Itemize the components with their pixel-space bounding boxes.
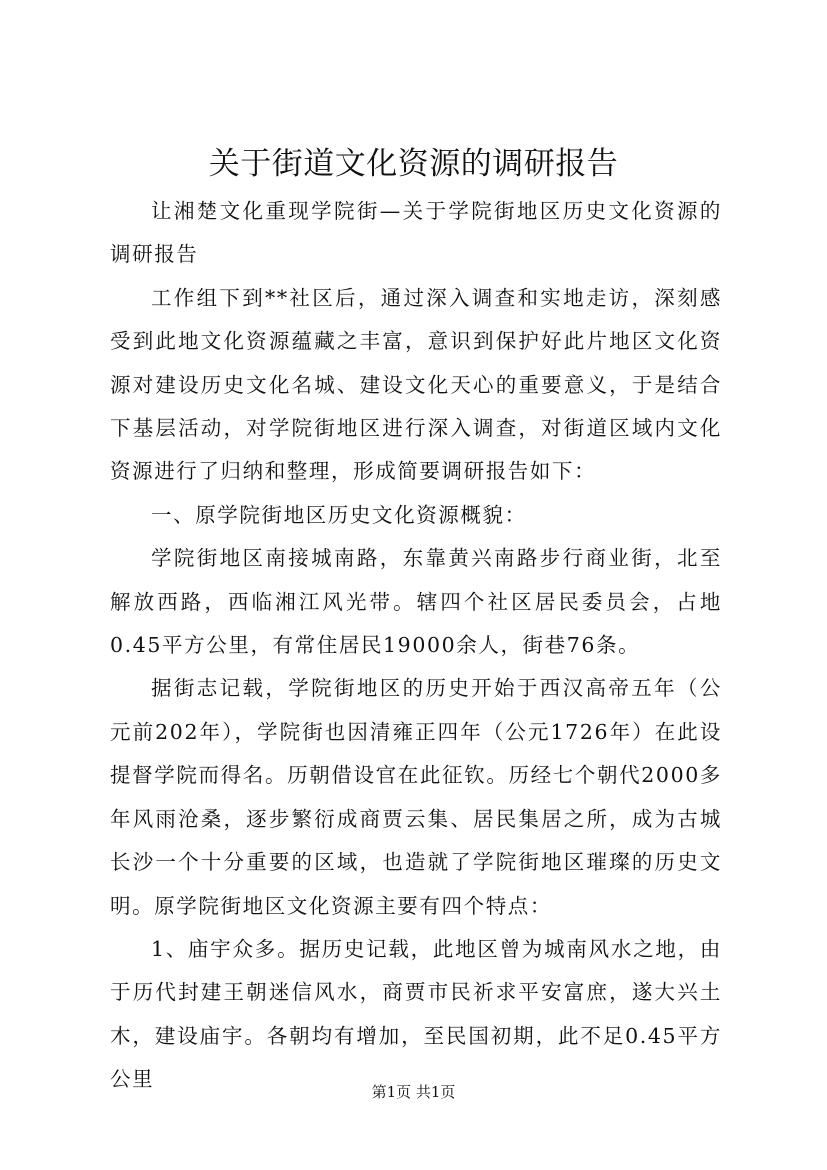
body-paragraph: 让湘楚文化重现学院街—关于学院街地区历史文化资源的调研报告	[110, 199, 722, 267]
document-title: 关于街道文化资源的调研报告	[208, 146, 619, 182]
document-body	[110, 190, 722, 1102]
body-paragraph: 学院街地区南接城南路，东靠黄兴南路步行商业街，北至解放西路，西临湘江风光带。辖四个社区居民委员会，占地0.45平方公里，有常住居民19000余人，街巷76条。	[110, 546, 722, 658]
section-heading: 一、原学院街地区历史文化资源概貌：	[151, 502, 527, 527]
page-number-footer: 第1页 共1页	[371, 1083, 456, 1101]
body-paragraph: 工作组下到**社区后，通过深入调查和实地走访，深刻感受到此地文化资源蕴藏之丰富，意识到保护好此片地区文化资源对建设历史文化名城、建设文化天心的重要意义，于是结合下基层活动，对学院街地区进行深入调查，对街道区域内文化资源进行了归纳和整理，形成简要调研报告如下：	[110, 285, 722, 484]
body-paragraph: 据街志记载，学院街地区的历史开始于西汉高帝五年（公元前202年），学院街也因清雍正四年（公元1726年）在此设提督学院而得名。历朝借设官在此征钦。历经七个朝代2000多年风雨沧桑，逐步繁衍成商贾云集、居民集居之所，成为古城长沙一个十分重要的区域，也造就了学院街地区璀璨的历史文明。原学院街地区文化资源主要有四个特点：	[110, 676, 722, 918]
body-paragraph: 1、庙宇众多。据历史记载，此地区曾为城南风水之地，由于历代封建王朝迷信风水，商贾市民祈求平安富庶，遂大兴土木，建设庙宇。各朝均有增加，至民国初期，此不足0.45平方公里	[110, 936, 722, 1092]
